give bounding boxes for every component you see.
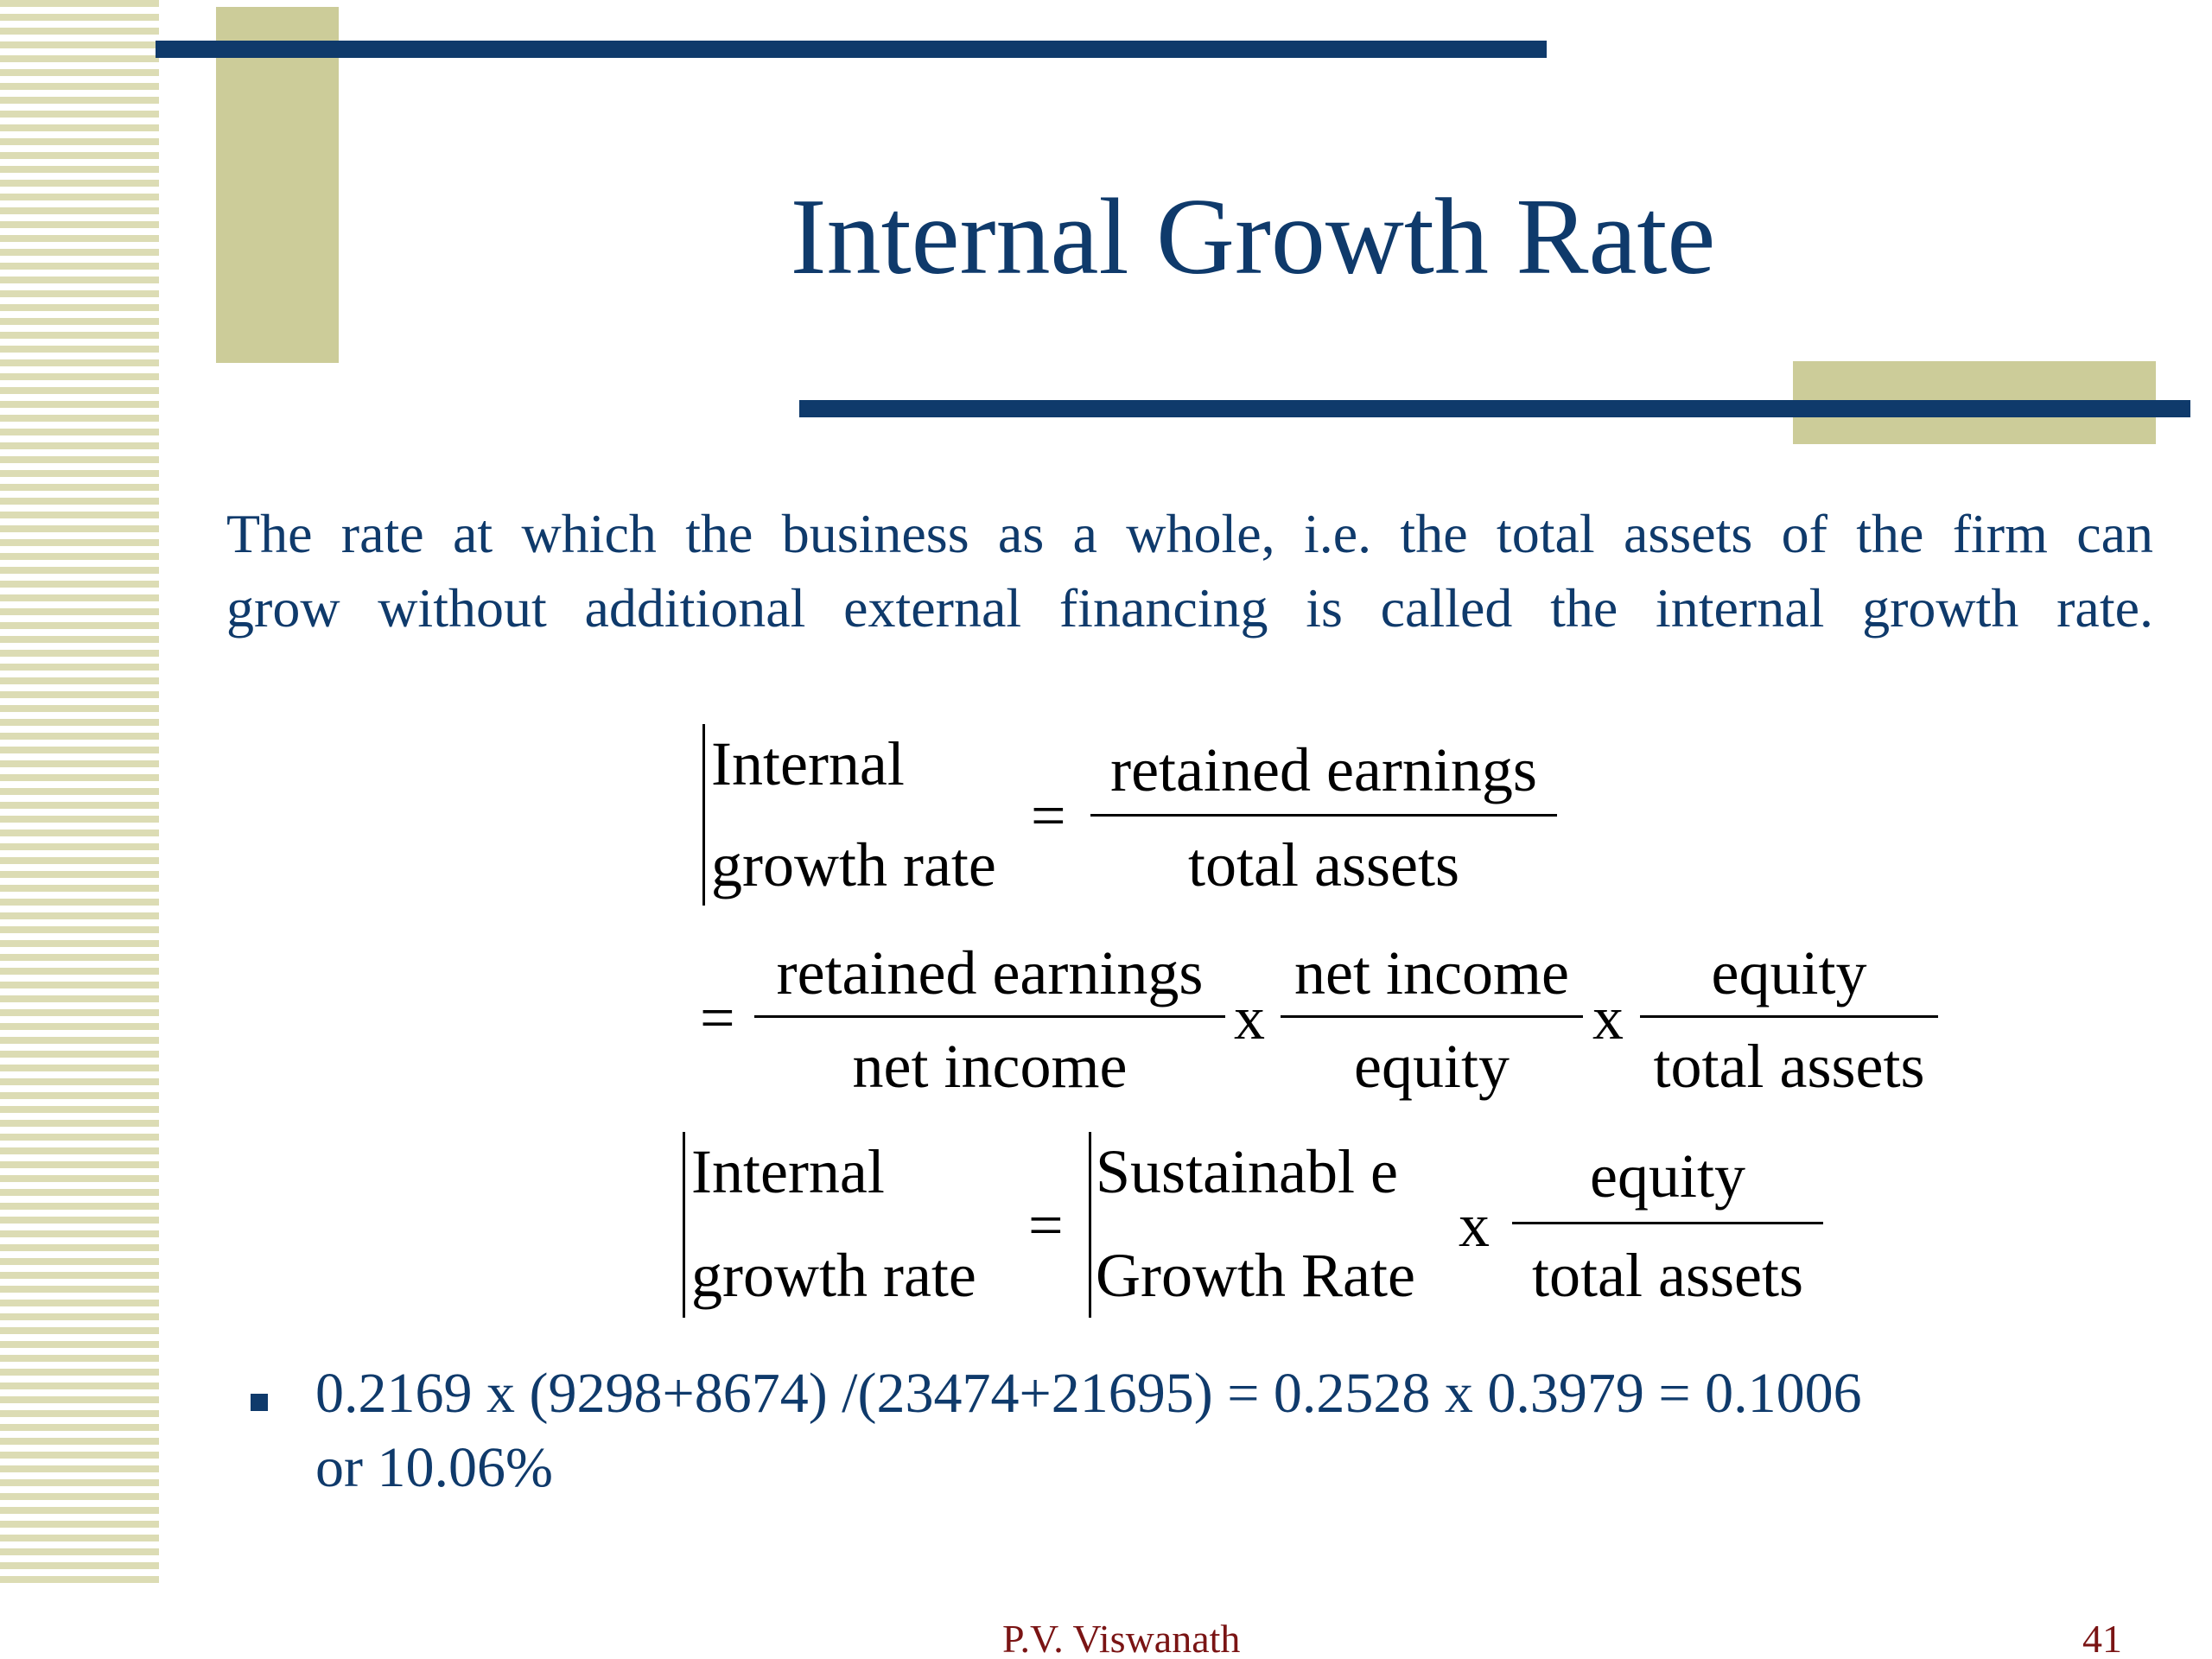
bullet-square-icon [251,1394,268,1411]
row3-mid-top: Sustainabl e [1096,1137,1398,1206]
row3-lhs-top: Internal [691,1137,885,1206]
navy-rule-bottom [799,400,2190,417]
row2-frac1-numerator: retained earnings [776,938,1204,1007]
khaki-block-top [216,7,339,363]
row3-denominator: total assets [1532,1241,1803,1310]
bullet-line-2: or 10.06% [315,1436,553,1499]
row1-left-bar [702,724,705,906]
row1-numerator: retained earnings [1110,735,1537,804]
row3-equals: = [1028,1191,1064,1260]
row3-mid-bar [1089,1132,1091,1318]
row1-equals: = [1031,781,1066,850]
footer-author: P.V. Viswanath [1002,1617,1241,1659]
row2-times-1: x [1234,983,1265,1052]
row2-times-2: x [1592,983,1624,1052]
row1-lhs-bottom: growth rate [711,830,996,899]
row2-frac3-numerator: equity [1711,938,1867,1007]
row3-times: x [1459,1191,1490,1260]
row2-frac1-bar [754,1015,1225,1018]
row3-numerator: equity [1590,1141,1745,1211]
row2-frac3-bar [1640,1015,1938,1018]
row2-frac2-denominator: equity [1354,1032,1510,1101]
bullet-line-1: 0.2169 x (9298+8674) /(23474+21695) = 0.2528 x 0.3979 = 0.1006 [315,1362,1862,1425]
slide-title: Internal Growth Rate [790,177,1716,297]
row3-mid-bottom: Growth Rate [1096,1241,1415,1310]
slide-number: 41 [2082,1617,2122,1659]
row3-left-bar [683,1132,685,1318]
row2-frac2-bar [1281,1015,1583,1018]
row1-lhs-top: Internal [711,729,905,798]
navy-rule-top [156,41,1547,58]
intro-line-1: The rate at which the business as a whole, i.e. the total assets of the firm can [226,503,2153,564]
row1-denominator: total assets [1188,830,1459,899]
row1-fraction-bar [1090,814,1557,817]
row3-lhs-bottom: growth rate [691,1241,976,1310]
bullet-text [315,1357,2087,1505]
stripe-pattern [0,0,159,1590]
row2-frac3-denominator: total assets [1653,1032,1925,1101]
row2-frac1-denominator: net income [852,1032,1128,1101]
intro-paragraph [226,497,2153,645]
row2-equals: = [700,983,735,1052]
row3-fraction-bar [1512,1222,1823,1224]
row2-frac2-numerator: net income [1294,938,1569,1007]
intro-line-2: grow without additional external financing is called the internal growth rate. [226,577,2153,639]
